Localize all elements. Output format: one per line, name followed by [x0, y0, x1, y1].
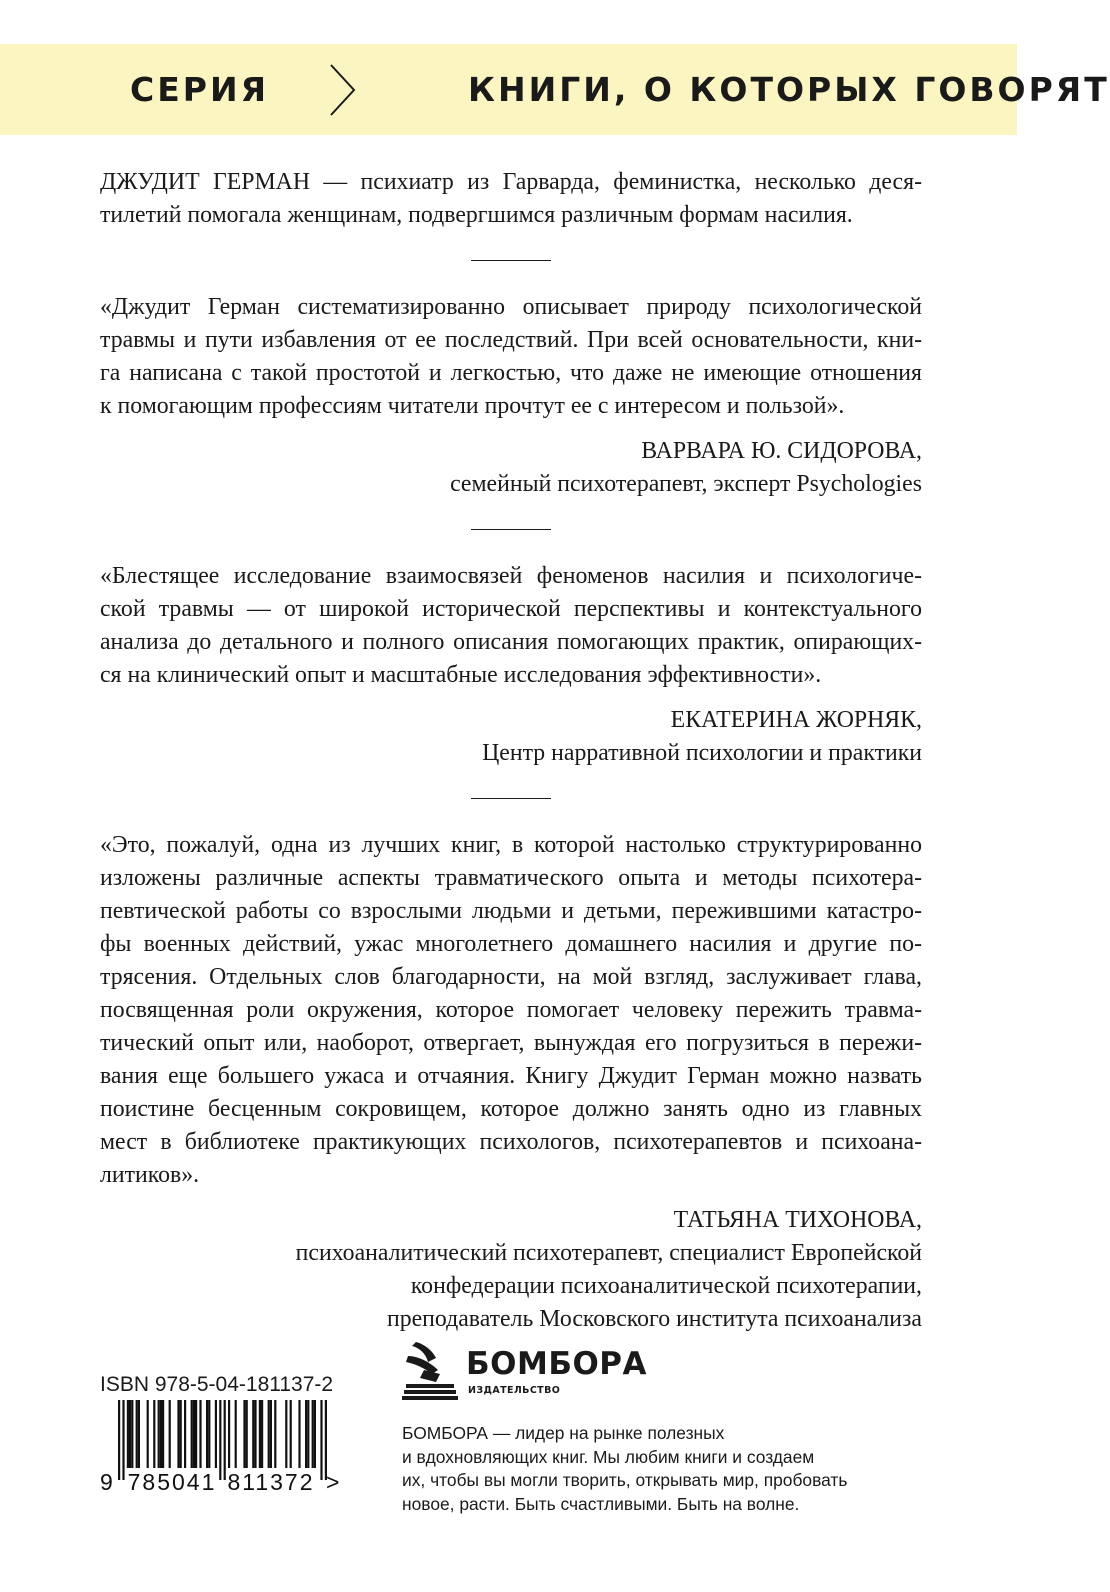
barcode-bar [193, 1400, 195, 1468]
barcode-quiet-zone-mark: > [326, 1469, 340, 1495]
quote-author: ВАРВАРА Ю. СИДОРОВА, [641, 438, 922, 464]
text-line: анализа до детального и полного описания помогающих практик, опирающих- [100, 629, 922, 655]
text-line: их, чтобы вы могли творить, открывать мир, пробовать [402, 1470, 848, 1490]
barcode-bar [129, 1400, 131, 1468]
barcode-bar [138, 1400, 140, 1468]
quote-2-attribution [100, 704, 922, 770]
text-line: фы военных действий, ужас многолетнего домашнего насилия и другие по- [100, 931, 922, 957]
quote-author: ЕКАТЕРИНА ЖОРНЯК, [670, 707, 922, 733]
barcode-digits-right: 811372 [227, 1469, 315, 1495]
bombora-logo-icon [402, 1340, 462, 1400]
text-line: литиков». [100, 1162, 200, 1188]
barcode-bar [270, 1400, 272, 1468]
barcode-bar [118, 1400, 120, 1480]
barcode-bar [195, 1400, 197, 1468]
text-line: трясения. Отдельных слов благодарности, на мой взгляд, заслуживает глава, [100, 964, 922, 990]
text-line: «Это, пожалуй, одна из лучших книг, в которой настолько структурированно [100, 832, 922, 858]
barcode-bar [305, 1400, 307, 1468]
barcode-bar [261, 1400, 263, 1468]
text-line: БОМБОРА — лидер на рынке полезных [402, 1423, 725, 1443]
text-line: новое, расти. Быть счастливыми. Быть на волне. [402, 1493, 800, 1514]
barcode-bar [184, 1400, 186, 1468]
barcode-bar [158, 1400, 160, 1468]
series-label: СЕРИЯ [130, 70, 269, 109]
barcode-bar [208, 1400, 210, 1468]
barcode-bar [298, 1400, 300, 1468]
text-line: посвященная роли окружения, которое помогает человеку пережить травма- [100, 997, 922, 1023]
barcode-bar [153, 1400, 155, 1468]
barcode-bar [147, 1400, 149, 1468]
text-line: изложены различные аспекты травматического опыта и методы психотера- [100, 865, 922, 891]
barcode-bar [243, 1400, 245, 1468]
back-cover-text [100, 166, 922, 1336]
quote-author: ТАТЬЯНА ТИХОНОВА, [673, 1207, 922, 1233]
series-name: КНИГИ, О КОТОРЫХ ГОВОРЯТ [468, 70, 1110, 109]
barcode-bar [219, 1400, 221, 1480]
barcode-bar [160, 1400, 162, 1468]
barcode-bar [191, 1400, 193, 1468]
barcode-bar [131, 1400, 133, 1468]
barcode-bar [224, 1400, 226, 1480]
barcode-bar [290, 1400, 292, 1468]
chevron-right-icon [328, 62, 358, 118]
quote-3-attribution [100, 1204, 922, 1336]
quote-credentials: Центр нарративной психологии и практики [482, 740, 922, 766]
barcode [100, 1400, 350, 1495]
text-line: мест в библиотеке практикующих психологов, психотерапевтов и психоана- [100, 1129, 922, 1155]
barcode-bar [274, 1400, 276, 1468]
text-line: тилетий помогала женщинам, подвергшимся различным формам насилия. [100, 202, 853, 228]
barcode-bar [162, 1400, 164, 1468]
barcode-bar [177, 1400, 179, 1468]
barcode-bar [122, 1400, 124, 1480]
barcode-bar [215, 1400, 217, 1468]
quote-3 [100, 829, 922, 1192]
text-line: певтической работы со взрослыми людьми и детьми, пережившими катастро- [100, 898, 922, 924]
barcode-bar [268, 1400, 270, 1468]
barcode-bar [199, 1400, 201, 1468]
text-line: ся на клинический опыт и масштабные исследования эффективности». [100, 662, 822, 688]
barcode-bar [127, 1400, 129, 1468]
barcode-bar [254, 1400, 256, 1468]
text-line: травмы и пути избавления от ее последствий. При всей основательности, кни- [100, 327, 922, 353]
barcode-bar [320, 1400, 322, 1480]
divider [471, 798, 551, 799]
publisher-subtitle: ИЗДАТЕЛЬСТВО [468, 1385, 561, 1396]
text-line: и вдохновляющих книг. Мы любим книги и создаем [402, 1446, 815, 1467]
text-line: ской травмы — от широкой исторической перспективы и контекстуального [100, 596, 922, 622]
quote-credentials: конфедерации психоаналитической психотерапии, [410, 1273, 922, 1299]
text-line: поистине бесценным сокровищем, которое должно занять одно из главных [100, 1096, 922, 1122]
quote-2 [100, 560, 922, 692]
isbn-label: ISBN 978-5-04-181137-2 [100, 1373, 334, 1396]
quote-credentials: преподаватель Московского института психоанализа [386, 1306, 922, 1332]
barcode-bar [235, 1400, 237, 1468]
divider [471, 260, 551, 261]
barcode-bar [259, 1400, 261, 1468]
text-line: тический опыт или, наоборот, отвергает, вынуждая его погрузиться в пережи- [100, 1030, 922, 1056]
text-line: «Джудит Герман систематизированно описывает природу психологической [100, 294, 922, 320]
barcode-bar [206, 1400, 208, 1468]
barcode-bar [312, 1400, 314, 1468]
publisher-description [402, 1422, 922, 1516]
author-bio [100, 166, 922, 232]
text-line: ДЖУДИТ ГЕРМАН — психиатр из Гарварда, феминистка, несколько деся- [100, 169, 922, 195]
text-line: к помогающим профессиям читатели прочтут ее с интересом и пользой». [100, 393, 845, 419]
barcode-bar [246, 1400, 248, 1468]
barcode-digit-first: 9 [100, 1469, 113, 1495]
barcode-bar [136, 1400, 138, 1468]
barcode-bar [180, 1400, 182, 1468]
text-line: вания еще большего ужаса и отчаяния. Книгу Джудит Герман можно назвать [100, 1063, 922, 1089]
barcode-bar [314, 1400, 316, 1468]
barcode-bar [169, 1400, 171, 1468]
barcode-bar [307, 1400, 309, 1468]
quote-1 [100, 291, 922, 423]
quote-credentials: семейный психотерапевт, эксперт Psychologies [450, 471, 922, 497]
publisher-name: БОМБОРА [466, 1346, 648, 1382]
barcode-bar [325, 1400, 327, 1480]
text-line: «Блестящее исследование взаимосвязей феноменов насилия и психологиче- [100, 563, 922, 589]
divider [471, 529, 551, 530]
text-line: га написана с такой простотой и легкостью, что даже не имеющие отношения [100, 360, 922, 386]
barcode-digits-left: 785041 [127, 1469, 217, 1495]
barcode-bar [228, 1400, 230, 1468]
barcode-bar [252, 1400, 254, 1468]
quote-1-attribution [100, 435, 922, 501]
quote-credentials: психоаналитический психотерапевт, специалист Европейской [295, 1240, 922, 1266]
barcode-bar [285, 1400, 287, 1468]
